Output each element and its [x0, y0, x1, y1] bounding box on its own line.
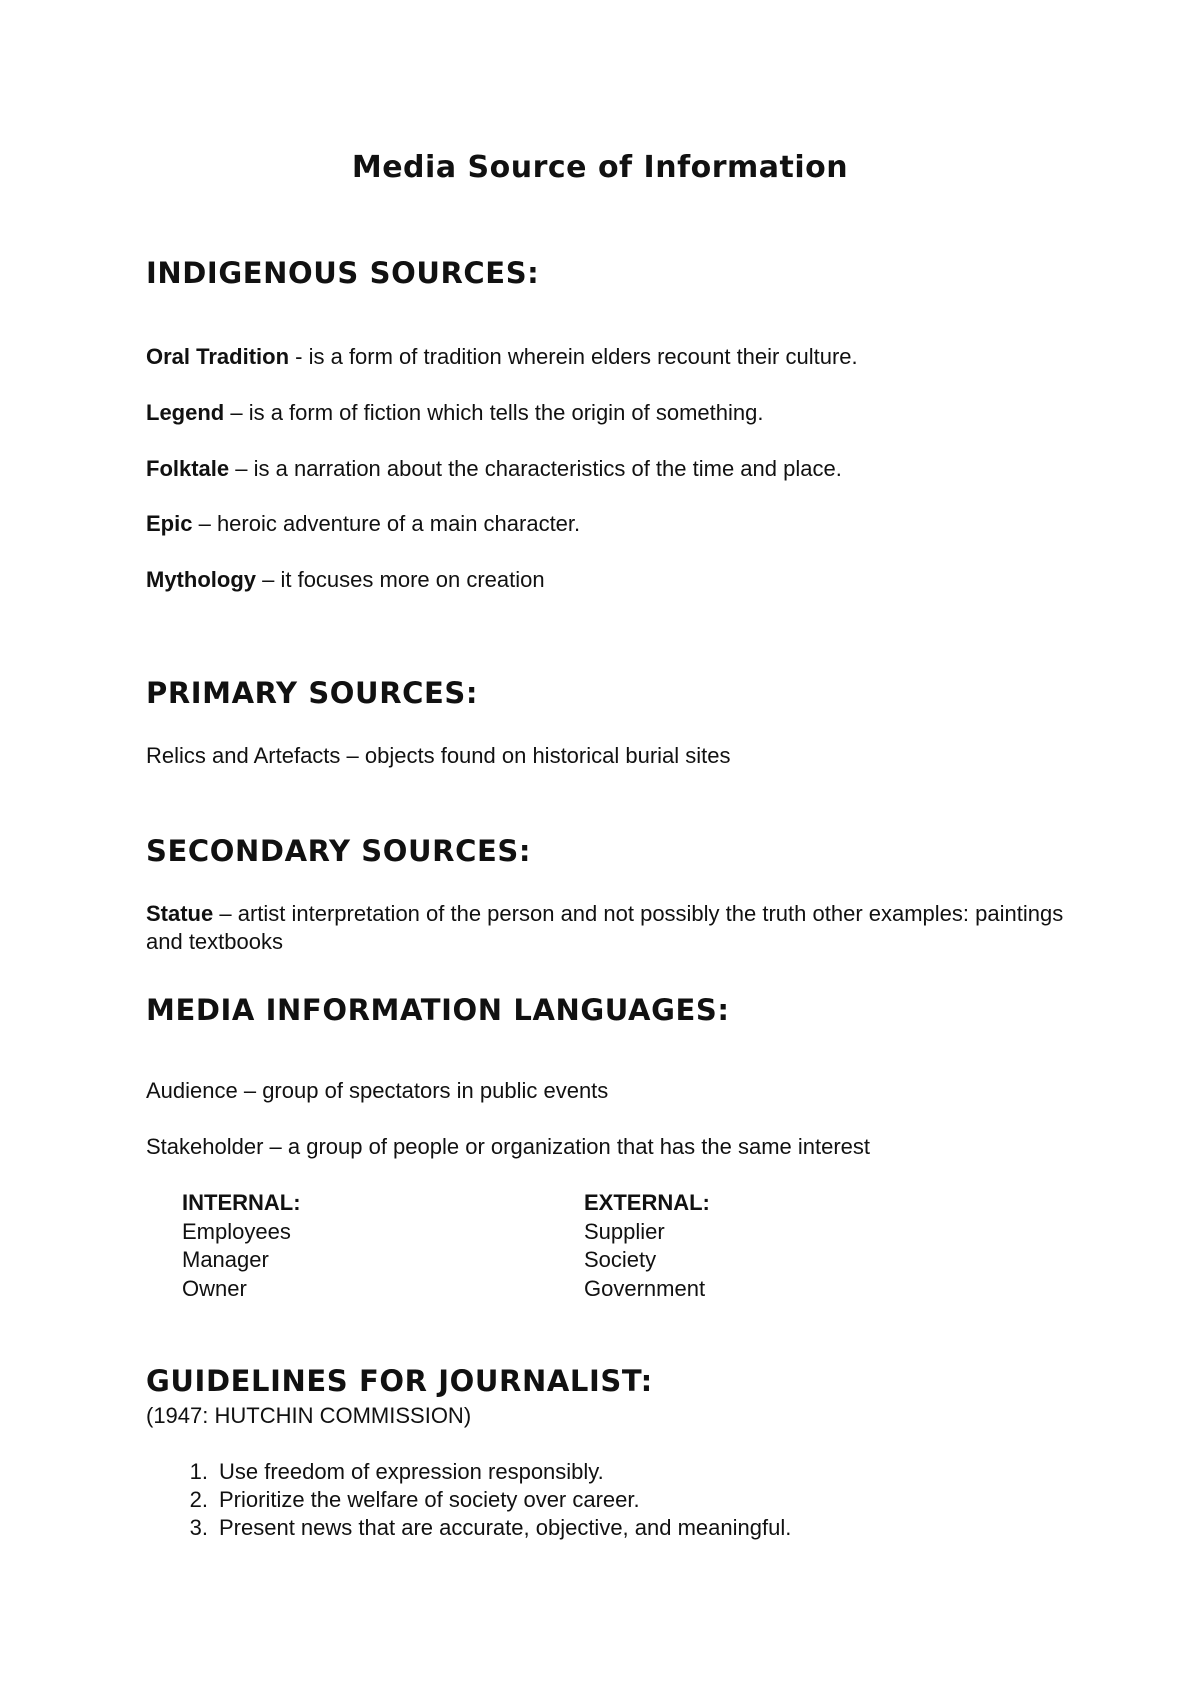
- entry-term: Mythology: [146, 567, 256, 592]
- entry-term: Statue: [146, 901, 214, 926]
- entry-separator: –: [213, 901, 238, 926]
- list-item: Society: [584, 1247, 657, 1272]
- list-item: Supplier: [584, 1218, 665, 1244]
- internal-label: INTERNAL:: [182, 1190, 301, 1215]
- entry-separator: –: [224, 400, 249, 425]
- list-number: 3.: [189, 1515, 208, 1540]
- heading-primary-sources: PRIMARY SOURCES:: [146, 676, 479, 710]
- heading-guidelines-for-journalist: GUIDELINES FOR JOURNALIST:: [146, 1364, 653, 1398]
- entry-legend: [146, 399, 764, 427]
- heading-secondary-sources: SECONDARY SOURCES:: [146, 834, 532, 868]
- entry-oral-tradition: [146, 343, 858, 371]
- entry-separator: –: [229, 456, 254, 481]
- entry-term: Oral Tradition: [146, 344, 290, 369]
- list-text: Prioritize the welfare of society over career.: [219, 1487, 640, 1512]
- list-item: Employees: [182, 1218, 291, 1244]
- entry-description: is a form of tradition wherein elders recount their culture.: [308, 344, 858, 369]
- list-item: [146, 1486, 791, 1514]
- entry-statue: [146, 900, 1066, 956]
- entry-separator: –: [192, 511, 217, 536]
- entry-description: is a narration about the characteristics of the time and place.: [253, 456, 842, 481]
- entry-separator: -: [289, 344, 309, 369]
- entry-folktale: [146, 455, 842, 483]
- entry-description: it focuses more on creation: [280, 567, 545, 592]
- entry-separator: –: [256, 567, 281, 592]
- guidelines-note: (1947: HUTCHIN COMMISSION): [146, 1403, 472, 1428]
- heading-indigenous-sources: INDIGENOUS SOURCES:: [146, 256, 540, 290]
- stakeholder-external-column: [584, 1189, 710, 1303]
- entry-epic: [146, 510, 580, 538]
- entry-description: artist interpretation of the person and not possibly the truth other examples: paintings and textbooks: [146, 901, 1064, 954]
- entry-stakeholder: Stakeholder – a group of people or organization that has the same interest: [146, 1134, 871, 1159]
- list-number: 2.: [189, 1487, 208, 1512]
- heading-media-information-languages: MEDIA INFORMATION LANGUAGES:: [146, 993, 730, 1027]
- list-item: Manager: [182, 1247, 269, 1272]
- external-label: EXTERNAL:: [584, 1190, 710, 1215]
- entry-term: Legend: [146, 400, 225, 425]
- list-item: [146, 1514, 791, 1542]
- page-title: Media Source of Information: [351, 150, 849, 185]
- list-number: 1.: [189, 1459, 208, 1484]
- list-text: Present news that are accurate, objective, and meaningful.: [219, 1515, 792, 1540]
- entry-description: is a form of fiction which tells the origin of something.: [248, 400, 764, 425]
- entry-term: Epic: [146, 511, 193, 536]
- entry-description: heroic adventure of a main character.: [216, 511, 581, 536]
- entry-audience: Audience – group of spectators in public events: [146, 1078, 609, 1103]
- entry-relics-artefacts: Relics and Artefacts – objects found on historical burial sites: [146, 743, 731, 768]
- guidelines-list: [146, 1458, 791, 1542]
- list-item: Owner: [182, 1275, 247, 1301]
- entry-mythology: [146, 566, 545, 594]
- entry-term: Folktale: [146, 456, 230, 481]
- stakeholder-internal-column: [182, 1189, 301, 1303]
- list-text: Use freedom of expression responsibly.: [219, 1459, 604, 1484]
- list-item: Government: [584, 1275, 706, 1301]
- list-item: [146, 1458, 791, 1486]
